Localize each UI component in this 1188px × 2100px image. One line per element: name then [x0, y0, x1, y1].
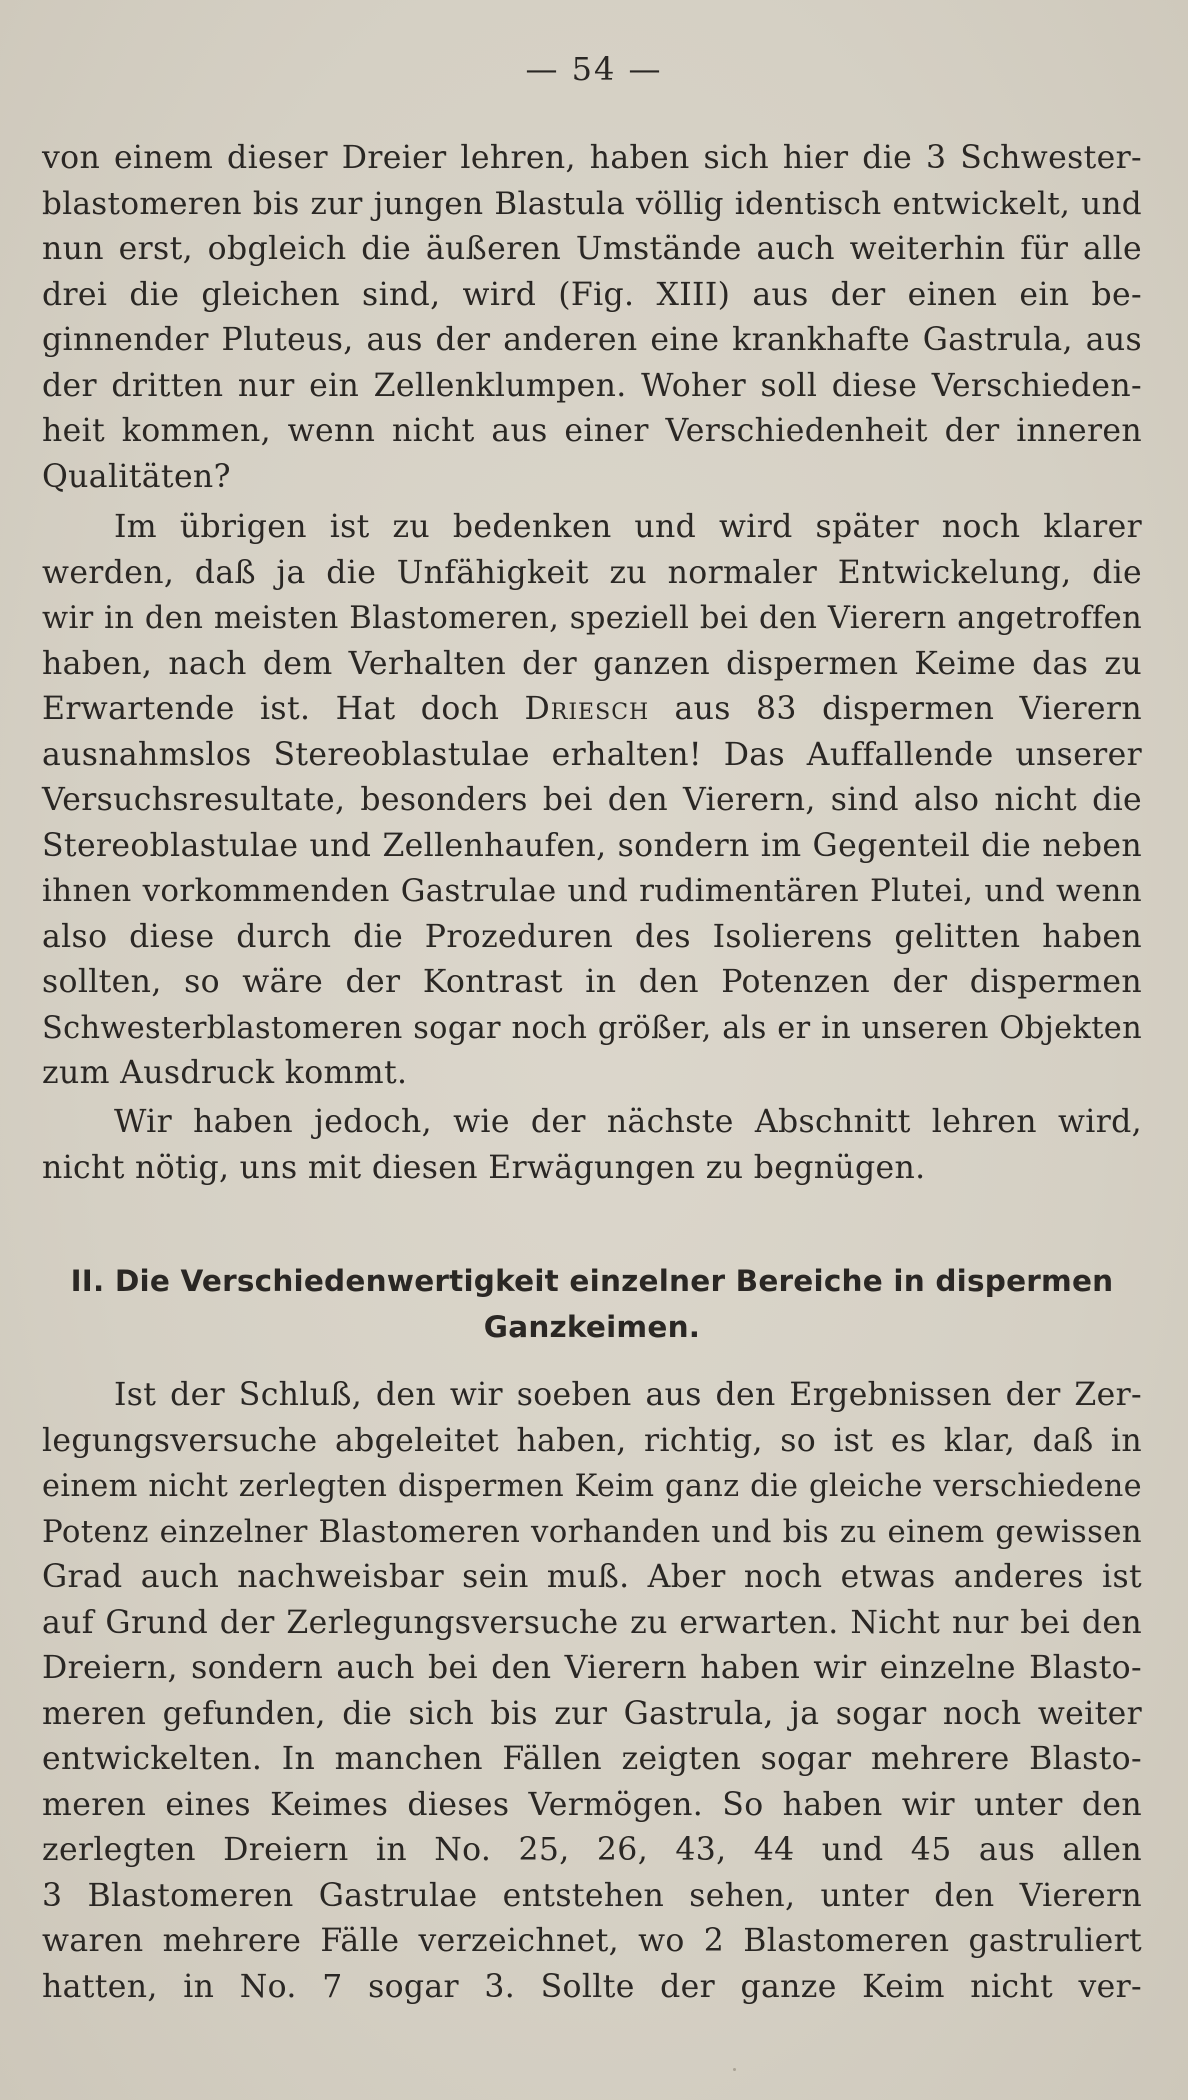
text-line: Im übrigen ist zu bedenken und wird später noch klarer [114, 509, 1142, 545]
text-line: Ist der Schluß, den wir soeben aus den Ergebnissen der Zer- [114, 1377, 1142, 1413]
text-fragment: Erwartende ist. Hat doch [42, 691, 500, 727]
paragraph-im-uebrigen [42, 505, 1142, 1097]
text-line: werden, daß ja die Unfähigkeit zu normaler Entwickelung, die [42, 554, 1142, 591]
text-line: legungsversuche abgeleitet haben, richtig, so ist es klar, daß in [42, 1422, 1142, 1459]
text-line: Dreiern, sondern auch bei den Vierern haben wir einzelne Blasto- [42, 1650, 1142, 1686]
text-line: auf Grund der Zerlegungsversuche zu erwarten. Nicht nur bei den [42, 1604, 1142, 1641]
text-line: waren mehrere Fälle verzeichnet, wo 2 Blastomeren gastruliert [42, 1923, 1142, 1959]
section-heading-line: Ganzkeimen. [483, 1310, 701, 1344]
text-line: entwickelten. In manchen Fällen zeigten sogar mehrere Blasto- [42, 1741, 1142, 1777]
paper-speck [733, 2068, 736, 2071]
paragraph-ist-der-schluss [42, 1373, 1142, 2010]
text-line: drei die gleichen sind, wird (Fig. XIII) aus der einen ein be- [42, 276, 1142, 313]
text-line: ginnender Pluteus, aus der anderen eine krankhafte Gastrula, aus [42, 322, 1142, 358]
text-line: zum Ausdruck kommt. [42, 1055, 408, 1091]
text-line: also diese durch die Prozeduren des Isolierens gelitten haben [42, 918, 1142, 955]
text-line: Grad auch nachweisbar sein muß. Aber noch etwas anderes ist [42, 1559, 1142, 1595]
page-number: — 54 — [525, 50, 663, 88]
text-line: 3 Blastomeren Gastrulae entstehen sehen, unter den Vierern [42, 1877, 1142, 1914]
text-line: Wir haben jedoch, wie der nächste Abschnitt lehren wird, [114, 1104, 1142, 1140]
paragraph-wir-haben [42, 1100, 1142, 1191]
text-line: von einem dieser Dreier lehren, haben sich hier die 3 Schwester- [42, 140, 1142, 176]
text-line: haben, nach dem Verhalten der ganzen dispermen Keime das zu [42, 645, 1142, 682]
text-line [42, 687, 1142, 733]
text-line: Qualitäten? [42, 458, 231, 495]
text-line: einem nicht zerlegten dispermen Keim ganz die gleiche verschiedene [42, 1469, 1142, 1504]
text-line: wir in den meisten Blastomeren, speziell bei den Vierern angetroffen [42, 601, 1142, 636]
text-line: Potenz einzelner Blastomeren vorhanden und bis zu einem gewissen [42, 1513, 1142, 1550]
text-line: meren eines Keimes dieses Vermögen. So haben wir unter den [42, 1786, 1142, 1823]
text-line: heit kommen, wenn nicht aus einer Verschiedenheit der inneren [42, 413, 1142, 449]
text-line: hatten, in No. 7 sogar 3. Sollte der ganze Keim nicht ver- [42, 1968, 1142, 2005]
paragraph-continuation [42, 136, 1142, 500]
text-line: Stereoblastulae und Zellenhaufen, sondern im Gegenteil die neben [42, 827, 1142, 864]
text-line: blastomeren bis zur jungen Blastula völlig identisch entwickelt, und [42, 185, 1142, 222]
text-line: ihnen vorkommenden Gastrulae und rudimentären Plutei, und wenn [42, 873, 1142, 909]
text-line: nun erst, obgleich die äußeren Umstände auch weiterhin für alle [42, 231, 1142, 267]
text-line: Schwesterblastomeren sogar noch größer, als er in unseren Objekten [42, 1010, 1142, 1046]
text-line: zerlegten Dreiern in No. 25, 26, 43, 44 und 45 aus allen [42, 1832, 1142, 1868]
text-line: nicht nötig, uns mit diesen Erwägungen zu begnügen. [42, 1149, 926, 1186]
text-line: der dritten nur ein Zellenklumpen. Woher soll diese Verschieden- [42, 367, 1142, 404]
text-line: sollten, so wäre der Kontrast in den Potenzen der dispermen [42, 964, 1142, 1000]
section-heading [42, 1258, 1142, 1350]
text-line: ausnahmslos Stereoblastulae erhalten! Das Auffallende unserer [42, 736, 1142, 773]
text-fragment: aus 83 dispermen Vierern [674, 691, 1142, 727]
text-line: Versuchsresultate, besonders bei den Vierern, sind also nicht die [42, 782, 1142, 818]
section-heading-line: II. Die Verschiedenwertigkeit einzelner Bereiche in dispermen [70, 1264, 1114, 1298]
text-line: meren gefunden, die sich bis zur Gastrula, ja sogar noch weiter [42, 1695, 1142, 1732]
author-name: Driesch [524, 691, 650, 727]
